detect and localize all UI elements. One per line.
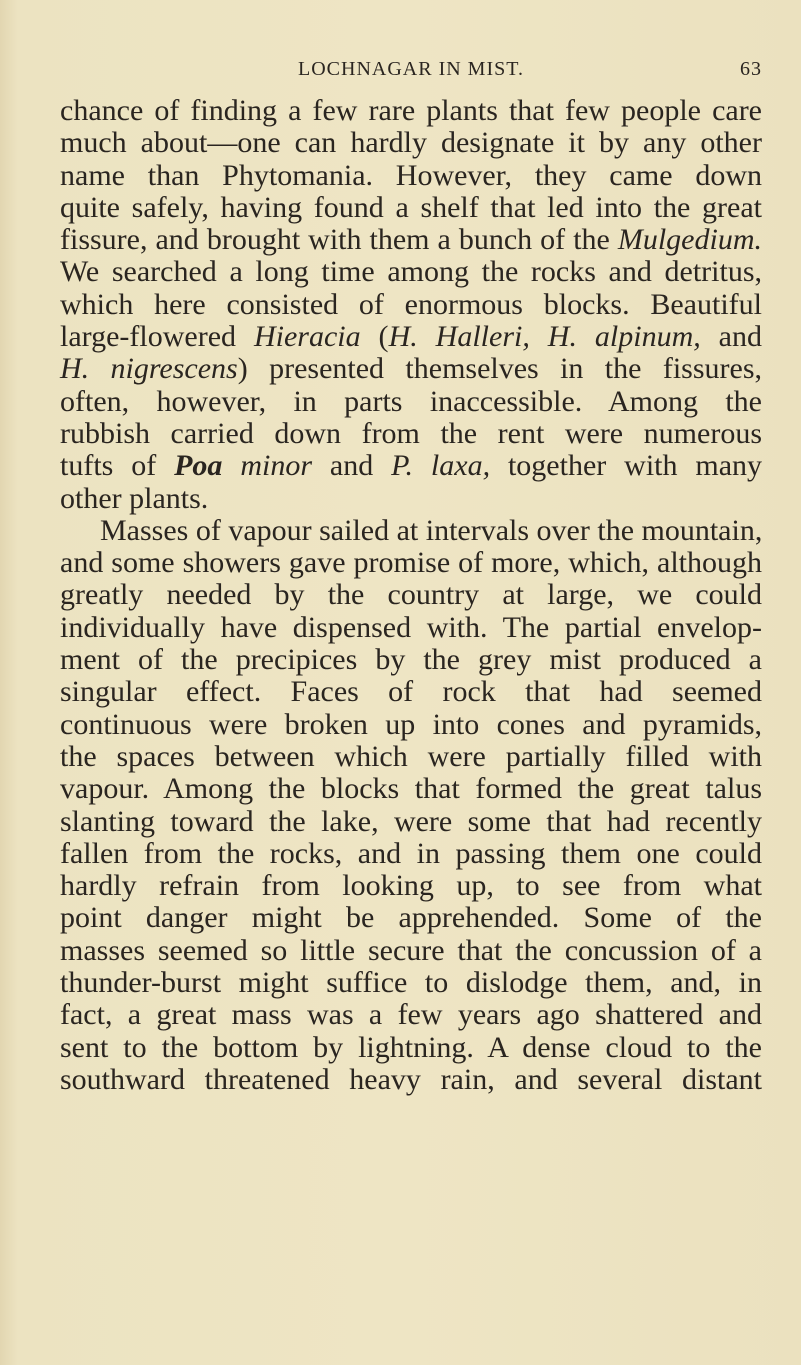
text-line: the spaces between which were partially filled with <box>60 739 762 773</box>
text-line: slanting toward the lake, were some that had recently <box>60 804 762 838</box>
text-line: fissure, and brought with them a bunch of the Mulgedium. <box>60 223 762 257</box>
text-line: which here consisted of enormous blocks. Beautiful <box>60 287 762 321</box>
text-line: large-flowered Hieracia (H. Halleri, H. alpinum, and <box>60 320 762 354</box>
text-line: We searched a long time among the rocks and detritus, <box>60 255 762 289</box>
text-line: chance of finding a few rare plants that few people care <box>60 94 762 127</box>
text-line: fact, a great mass was a few years ago shattered and <box>60 998 762 1032</box>
text-line: sent to the bottom by lightning. A dense cloud to the <box>60 1030 762 1064</box>
italic-term: H. nigrescens <box>60 352 238 386</box>
body-text <box>60 95 762 1096</box>
text-line: vapour. Among the blocks that formed the great talus <box>60 772 762 806</box>
text-line: tufts of Poa minor and P. laxa, together with many <box>60 449 763 483</box>
text-line: and some showers gave promise of more, which, although <box>60 546 762 580</box>
italic-term: Mulgedium. <box>617 223 762 257</box>
text-line: individually have dispensed with. The partial envelop- <box>60 610 762 644</box>
running-title: LOCHNAGAR IN MIST. <box>298 58 524 80</box>
text-line: other plants. <box>60 481 209 515</box>
text-line: fallen from the rocks, and in passing them one could <box>60 836 762 870</box>
running-head <box>60 58 762 88</box>
text-line: rubbish carried down from the rent were numerous <box>60 416 762 450</box>
text-line: thunder-burst might suffice to dislodge them, and, in <box>60 966 762 1000</box>
text-line: continuous were broken up into cones and pyramids, <box>60 707 762 741</box>
text-line: greatly needed by the country at large, we could <box>60 578 762 612</box>
text-line: much about—one can hardly designate it by any other <box>60 126 762 160</box>
italic-term: minor <box>240 449 312 483</box>
text-line: southward threatened heavy rain, and several distant <box>60 1062 762 1096</box>
page-number: 63 <box>740 58 762 80</box>
text-line: often, however, in parts inaccessible. Among the <box>60 384 762 418</box>
text-line: hardly refrain from looking up, to see from what <box>60 869 762 903</box>
text-line: quite safely, having found a shelf that led into the great <box>60 190 762 224</box>
text-line: singular effect. Faces of rock that had seemed <box>60 675 762 709</box>
text-line: H. nigrescens) presented themselves in the fissures, <box>60 352 762 386</box>
text-line: point danger might be apprehended. Some of the <box>60 901 762 935</box>
text-line: masses seemed so little secure that the concussion of a <box>60 933 762 967</box>
italic-term: Poa <box>174 449 223 483</box>
italic-term: P. laxa, <box>391 449 491 483</box>
text-line: name than Phytomania. However, they came down <box>60 158 762 192</box>
text-line: Masses of vapour sailed at intervals over the mountain, <box>100 513 763 547</box>
text-line: ment of the precipices by the grey mist produced a <box>60 643 762 677</box>
italic-term: Hieracia <box>253 320 361 354</box>
italic-term: H. Halleri, H. alpinum, <box>388 320 701 354</box>
